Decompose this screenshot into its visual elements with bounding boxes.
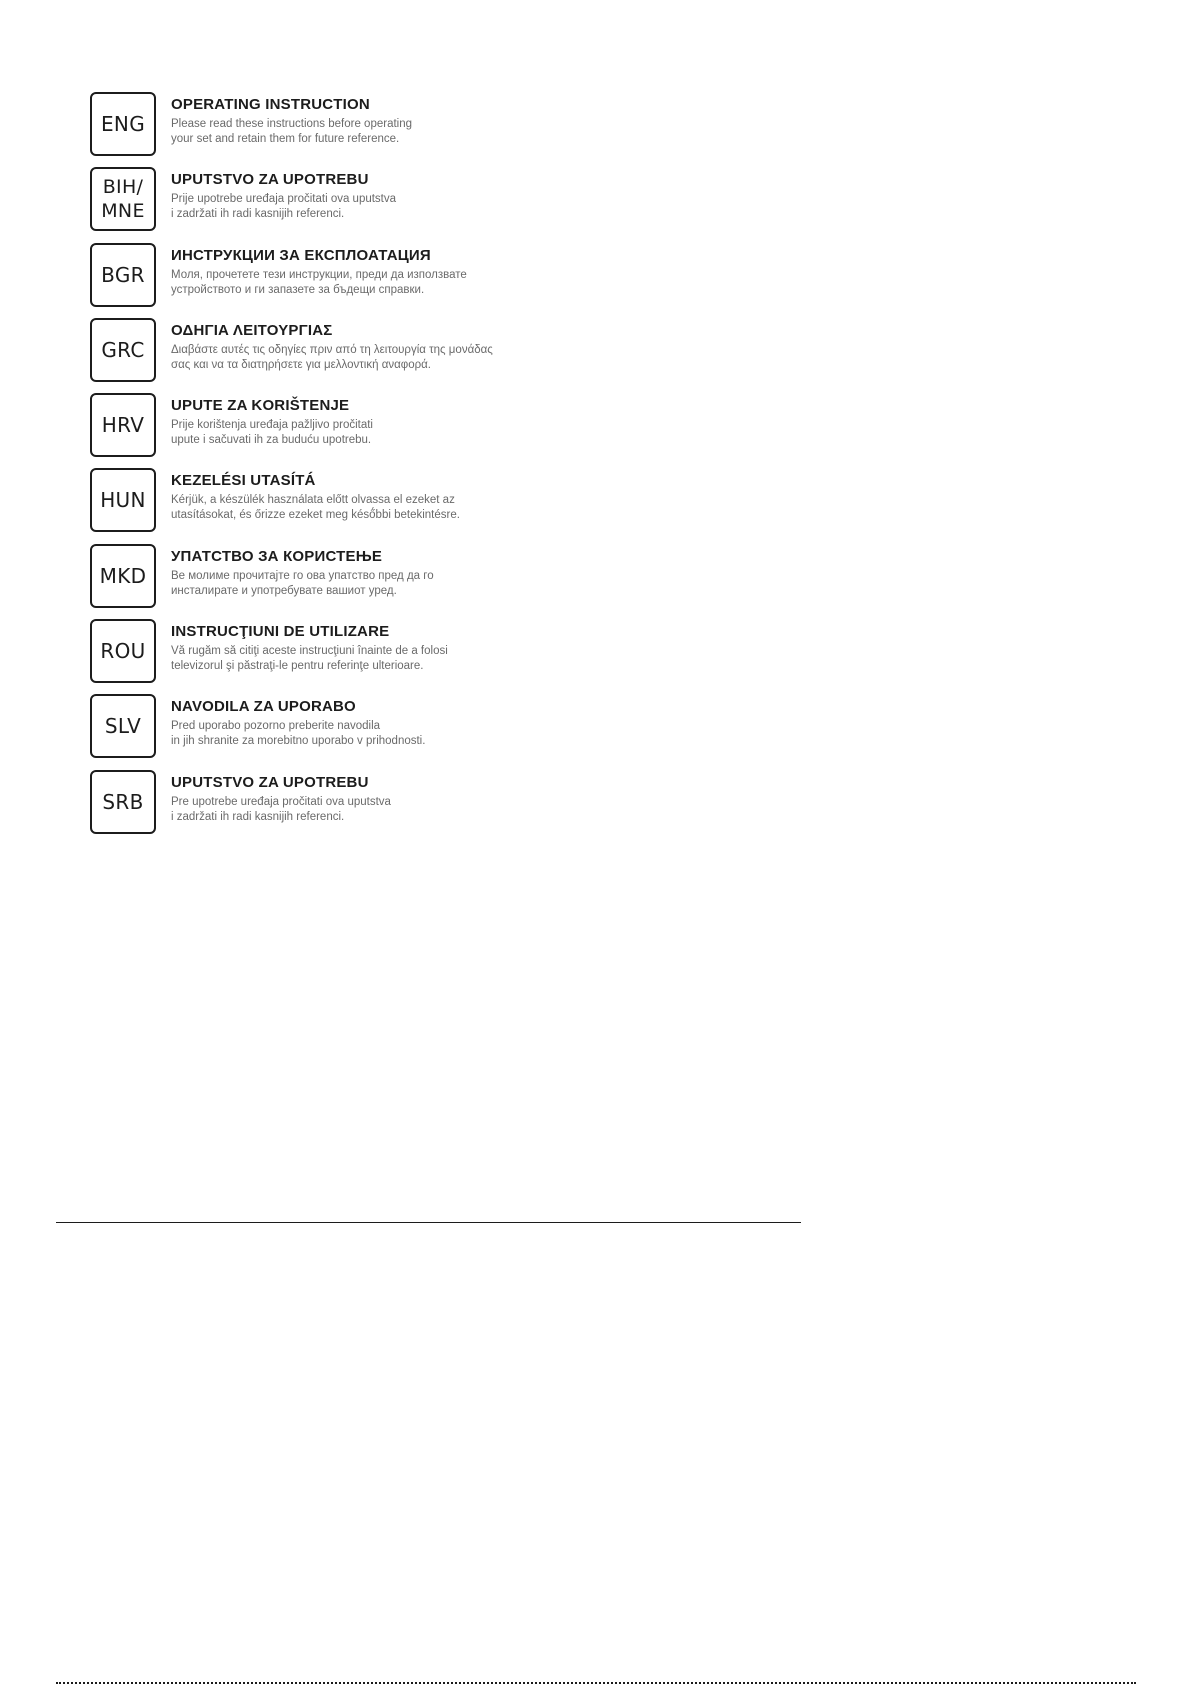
language-text (171, 167, 396, 222)
description-line: televizorul şi păstraţi-le pentru referinţe ulterioare. (171, 660, 424, 673)
description-line: i zadržati ih radi kasnijih referenci. (171, 208, 345, 221)
language-text (171, 318, 493, 373)
description-line: your set and retain them for future reference. (171, 133, 400, 145)
description-line: i zadržati ih radi kasnijih referenci. (171, 810, 345, 823)
language-code-badge (90, 694, 156, 758)
description-line: in jih shranite za morebitno uporabo v prihodnosti. (171, 735, 426, 748)
language-title: ИНСТРУКЦИИ ЗА ЕКСПЛОАТАЦИЯ (171, 246, 431, 264)
language-item-slv (90, 694, 650, 769)
language-text (171, 243, 467, 298)
language-code-badge (90, 243, 156, 307)
language-code: HRV (101, 413, 145, 438)
language-list (90, 92, 650, 845)
language-item-bgr (90, 243, 650, 318)
language-code: ROU (100, 639, 146, 664)
language-item-grc (90, 318, 650, 393)
description-line: Please read these instructions before operating (171, 118, 413, 130)
language-code-badge (90, 468, 156, 532)
language-code: BIH/ MNE (101, 176, 145, 223)
language-title: INSTRUCŢIUNI DE UTILIZARE (171, 623, 390, 641)
language-title: KEZELÉSI UTASÍTÁ (171, 472, 316, 490)
description-line: Kérjük, a készülék használata előtt olvassa el ezeket az (171, 494, 455, 507)
language-item-mkd (90, 544, 650, 619)
language-item-srb (90, 770, 650, 845)
language-text (171, 770, 391, 825)
language-description (171, 268, 467, 298)
language-code-badge (90, 167, 156, 231)
horizontal-divider (56, 1222, 801, 1223)
language-description (171, 569, 434, 599)
language-description (171, 644, 448, 674)
language-item-hrv (90, 393, 650, 468)
language-text (171, 619, 448, 674)
description-line: устройството и ги запазете за бъдещи справки. (171, 283, 425, 296)
description-line: Prije korištenja uređaja pažljivo pročitati (171, 419, 373, 432)
language-item-bih-mne (90, 167, 650, 242)
language-title: OPERATING INSTRUCTION (171, 96, 370, 113)
language-code-badge (90, 544, 156, 608)
description-line: Моля, прочетете тези инструкции, преди да използвате (171, 268, 467, 281)
language-code-badge (90, 393, 156, 457)
language-item-eng (90, 92, 650, 167)
description-line: upute i sačuvati ih za buduću upotrebu. (171, 434, 372, 447)
language-code-badge (90, 92, 156, 156)
language-title: UPUTSTVO ZA UPOTREBU (171, 773, 369, 791)
language-code: SRB (102, 789, 144, 814)
language-description (171, 117, 412, 147)
language-code-badge (90, 770, 156, 834)
language-description (171, 493, 460, 523)
page-bottom-edge (56, 1682, 1136, 1684)
language-code: ENG (101, 112, 145, 136)
description-line: Vă rugăm să citiţi aceste instrucţiuni înainte de a folosi (171, 645, 448, 658)
language-text (171, 694, 425, 749)
description-line: utasításokat, és őrizze ezeket meg késő́bbi betekintésre. (171, 509, 460, 522)
language-text (171, 468, 460, 523)
language-code-badge (90, 619, 156, 683)
language-text (171, 544, 434, 599)
language-description (171, 192, 396, 222)
language-code: MKD (99, 563, 147, 588)
language-title: УПАТСТВО ЗА КОРИСТЕЊЕ (171, 547, 383, 565)
language-description (171, 343, 493, 373)
language-code: SLV (104, 714, 142, 739)
language-title: NAVODILA ZA UPORABO (171, 698, 356, 716)
description-line: σας και να τα διατηρήσετε για μελλοντική αναφορά. (171, 358, 431, 371)
description-line: Διαβάστε αυτές τις οδηγίες πριν από τη λειτουργία της μονάδας (171, 343, 493, 356)
language-title: UPUTE ZA KORIŠTENJE (171, 397, 350, 415)
description-line: Prije upotrebe uređaja pročitati ova uputstva (171, 193, 397, 206)
language-title: ΟΔΗΓΙΑ ΛΕΙΤΟΥΡΓΙΑΣ (171, 321, 333, 339)
description-line: Pred uporabo pozorno preberite navodila (171, 720, 381, 733)
language-code-badge (90, 318, 156, 382)
language-text (171, 92, 412, 147)
description-line: Ве молиме прочитајте го ова упатство пред да го (171, 569, 434, 582)
language-description (171, 418, 373, 448)
language-code: HUN (100, 488, 146, 513)
language-title: UPUTSTVO ZA UPOTREBU (171, 171, 369, 189)
language-text (171, 393, 373, 448)
language-description (171, 795, 391, 825)
language-description (171, 719, 425, 749)
description-line: Pre upotrebe uređaja pročitati ova uputstva (171, 795, 391, 808)
description-line: инсталирате и употребувате вашиот уред. (171, 584, 397, 597)
language-code: BGR (101, 262, 145, 287)
language-code: GRC (101, 337, 145, 362)
language-item-hun (90, 468, 650, 543)
language-item-rou (90, 619, 650, 694)
